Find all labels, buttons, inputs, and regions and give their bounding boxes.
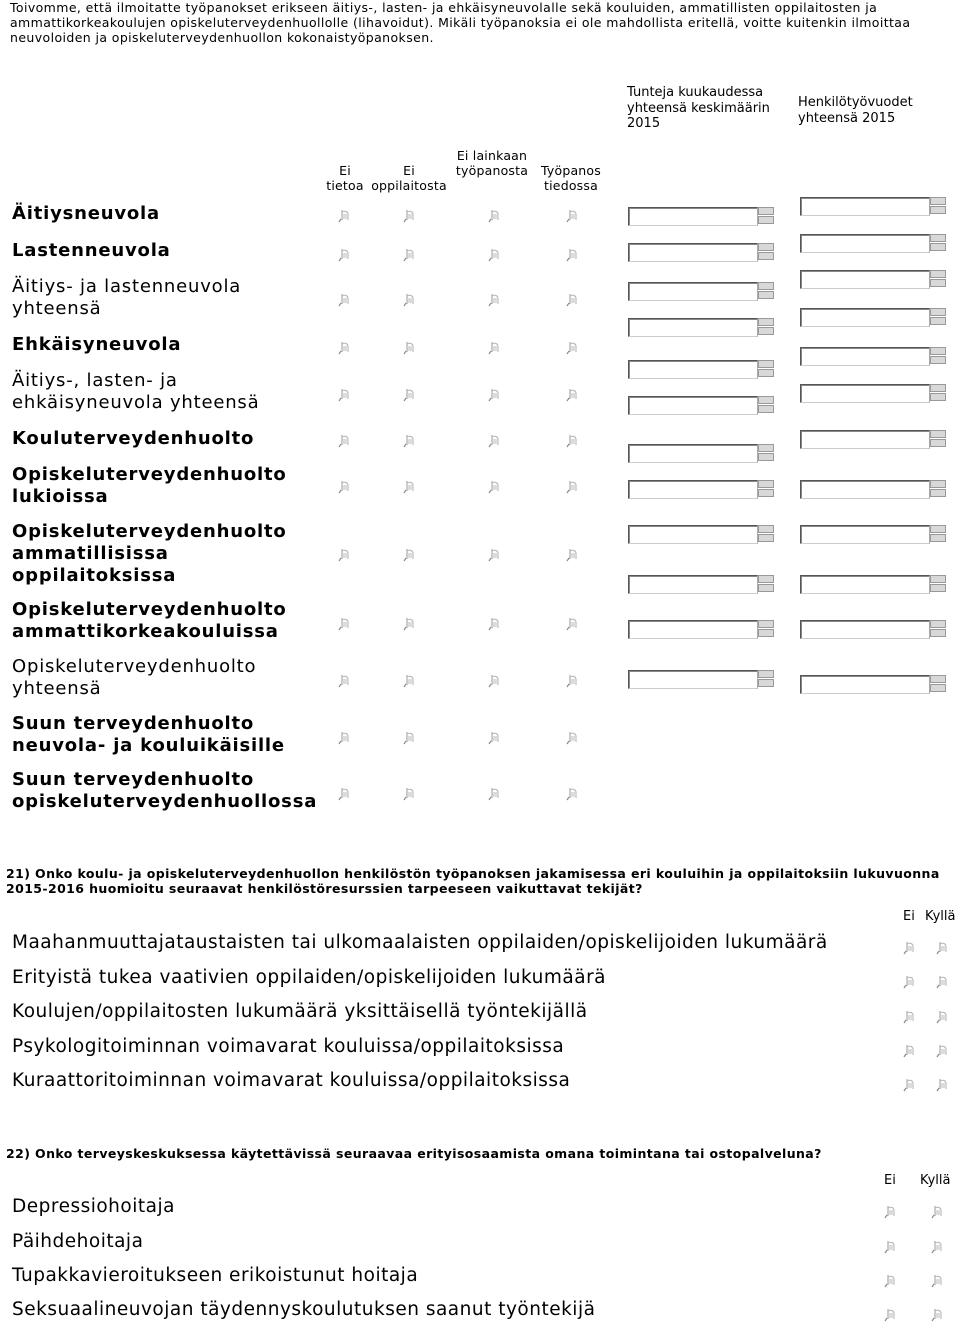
radio-button-icon	[488, 388, 501, 403]
q21-item-label: Kuraattoritoiminnan voimavarat kouluissa/oppilaitoksissa	[12, 1070, 571, 1091]
person-years-field[interactable]	[800, 525, 948, 545]
radio-button-icon	[903, 941, 916, 956]
radio-button-icon	[566, 341, 579, 356]
hours-per-month-field[interactable]	[628, 444, 776, 464]
row-0-option-3-radio[interactable]	[488, 209, 501, 224]
q21-item-1-ei-radio[interactable]	[903, 975, 916, 990]
person-years-field[interactable]	[800, 384, 948, 404]
row-3-option-3-radio[interactable]	[488, 341, 501, 356]
spinner-icon[interactable]	[930, 575, 946, 594]
radio-button-icon	[403, 617, 416, 632]
number-input[interactable]	[800, 620, 930, 639]
radio-button-icon	[936, 1078, 949, 1093]
number-input[interactable]	[628, 480, 758, 499]
row-1-option-1-radio[interactable]	[338, 248, 351, 263]
radio-button-icon	[931, 1274, 944, 1289]
row-label: Lastenneuvola	[12, 240, 171, 261]
q21-item-4-kylla-radio[interactable]	[936, 1078, 949, 1093]
spinner-icon[interactable]	[930, 430, 946, 449]
row-4-option-4-radio[interactable]	[566, 388, 579, 403]
row-5-option-4-radio[interactable]	[566, 434, 579, 449]
row-4-option-1-radio[interactable]	[338, 388, 351, 403]
number-input[interactable]	[628, 282, 758, 301]
person-years-field[interactable]	[800, 308, 948, 328]
q22-item-label: Seksuaalineuvojan täydennyskoulutuksen saanut työntekijä	[12, 1299, 596, 1320]
number-input[interactable]	[800, 197, 930, 216]
radio-button-icon	[931, 1240, 944, 1255]
q22-column-kylla: Kyllä	[920, 1173, 951, 1188]
q22-item-3-ei-radio[interactable]	[884, 1308, 897, 1323]
row-9-option-2-radio[interactable]	[403, 674, 416, 689]
q21-item-2-ei-radio[interactable]	[903, 1010, 916, 1025]
hours-per-month-field[interactable]	[628, 670, 776, 690]
hours-per-month-field[interactable]	[628, 318, 776, 338]
row-3-option-2-radio[interactable]	[403, 341, 416, 356]
radio-button-icon	[488, 341, 501, 356]
hours-per-month-field[interactable]	[628, 480, 776, 500]
radio-button-icon	[936, 975, 949, 990]
column-header-ei-oppilaitosta: Ei oppilaitosta	[371, 163, 447, 193]
spinner-icon[interactable]	[758, 243, 774, 262]
row-0-option-4-radio[interactable]	[566, 209, 579, 224]
spinner-icon[interactable]	[758, 444, 774, 463]
spinner-icon[interactable]	[758, 480, 774, 499]
q22-item-1-kylla-radio[interactable]	[931, 1240, 944, 1255]
row-2-option-3-radio[interactable]	[488, 293, 501, 308]
row-10-option-2-radio[interactable]	[403, 731, 416, 746]
radio-button-icon	[403, 787, 416, 802]
radio-button-icon	[566, 617, 579, 632]
number-input[interactable]	[800, 575, 930, 594]
row-5-option-3-radio[interactable]	[488, 434, 501, 449]
number-input[interactable]	[628, 670, 758, 689]
spinner-icon[interactable]	[758, 282, 774, 301]
q21-item-label: Koulujen/oppilaitosten lukumäärä yksittäisellä työntekijällä	[12, 1001, 588, 1022]
row-7-option-1-radio[interactable]	[338, 548, 351, 563]
radio-button-icon	[338, 617, 351, 632]
row-7-option-2-radio[interactable]	[403, 548, 416, 563]
person-years-field[interactable]	[800, 620, 948, 640]
radio-button-icon	[488, 209, 501, 224]
q22-item-3-kylla-radio[interactable]	[931, 1308, 944, 1323]
column-header-ei-lainkaan: Ei lainkaan työpanosta	[455, 148, 529, 178]
row-11-option-1-radio[interactable]	[338, 787, 351, 802]
person-years-field[interactable]	[800, 347, 948, 367]
radio-button-icon	[488, 480, 501, 495]
q21-item-label: Maahanmuuttajataustaisten tai ulkomaalaisten oppilaiden/opiskelijoiden lukumäärä	[12, 932, 828, 953]
radio-button-icon	[936, 941, 949, 956]
radio-button-icon	[403, 480, 416, 495]
hours-per-month-field[interactable]	[628, 243, 776, 263]
q22-item-2-kylla-radio[interactable]	[931, 1274, 944, 1289]
row-11-option-3-radio[interactable]	[488, 787, 501, 802]
row-11-option-4-radio[interactable]	[566, 787, 579, 802]
radio-button-icon	[566, 480, 579, 495]
radio-button-icon	[403, 293, 416, 308]
number-input[interactable]	[800, 480, 930, 499]
radio-button-icon	[488, 248, 501, 263]
row-9-option-1-radio[interactable]	[338, 674, 351, 689]
row-0-option-1-radio[interactable]	[338, 209, 351, 224]
person-years-field[interactable]	[800, 480, 948, 500]
spinner-icon[interactable]	[930, 347, 946, 366]
hours-per-month-field[interactable]	[628, 396, 776, 416]
row-6-option-3-radio[interactable]	[488, 480, 501, 495]
number-input[interactable]	[800, 234, 930, 253]
person-years-field[interactable]	[800, 197, 948, 217]
column-header-ei-tietoa: Ei tietoa	[326, 163, 364, 193]
number-input[interactable]	[800, 525, 930, 544]
radio-button-icon	[338, 480, 351, 495]
radio-button-icon	[488, 674, 501, 689]
radio-button-icon	[488, 787, 501, 802]
q21-item-3-kylla-radio[interactable]	[936, 1044, 949, 1059]
radio-button-icon	[884, 1205, 897, 1220]
row-11-option-2-radio[interactable]	[403, 787, 416, 802]
radio-button-icon	[903, 1078, 916, 1093]
row-2-option-4-radio[interactable]	[566, 293, 579, 308]
number-input[interactable]	[800, 308, 930, 327]
spinner-icon[interactable]	[930, 308, 946, 327]
q21-column-kylla: Kyllä	[925, 909, 956, 924]
spinner-icon[interactable]	[930, 197, 946, 216]
radio-button-icon	[403, 548, 416, 563]
q22-item-0-kylla-radio[interactable]	[931, 1205, 944, 1220]
row-4-option-3-radio[interactable]	[488, 388, 501, 403]
column-header-tunteja: Tunteja kuukaudessa yhteensä keskimäärin 2015	[627, 85, 770, 131]
number-input[interactable]	[628, 207, 758, 226]
radio-button-icon	[338, 787, 351, 802]
row-2-option-1-radio[interactable]	[338, 293, 351, 308]
row-3-option-4-radio[interactable]	[566, 341, 579, 356]
row-4-option-2-radio[interactable]	[403, 388, 416, 403]
spinner-icon[interactable]	[758, 360, 774, 379]
radio-button-icon	[884, 1308, 897, 1323]
radio-button-icon	[338, 434, 351, 449]
radio-button-icon	[338, 674, 351, 689]
radio-button-icon	[338, 209, 351, 224]
radio-button-icon	[884, 1274, 897, 1289]
q21-column-ei: Ei	[903, 909, 915, 924]
row-8-option-4-radio[interactable]	[566, 617, 579, 632]
radio-button-icon	[566, 248, 579, 263]
question-21-title: 21) Onko koulu- ja opiskeluterveydenhuollon henkilöstön työpanoksen jakamisessa eri kouluihin ja oppilaitoksiin lukuvuonna 2015-2016 huomioitu seuraavat henkilöstöresurssien tarpeeseen vaikuttavat tekijät?	[6, 866, 940, 896]
row-6-option-1-radio[interactable]	[338, 480, 351, 495]
spinner-icon[interactable]	[758, 318, 774, 337]
q22-item-label: Depressiohoitaja	[12, 1196, 175, 1217]
radio-button-icon	[403, 434, 416, 449]
row-label: Suun terveydenhuolto neuvola- ja kouluikäisille	[12, 713, 285, 756]
radio-button-icon	[338, 548, 351, 563]
q22-item-label: Päihdehoitaja	[12, 1231, 144, 1252]
radio-button-icon	[338, 731, 351, 746]
row-9-option-4-radio[interactable]	[566, 674, 579, 689]
radio-button-icon	[403, 248, 416, 263]
row-label: Ehkäisyneuvola	[12, 334, 182, 355]
q22-column-ei: Ei	[884, 1173, 896, 1188]
radio-button-icon	[488, 731, 501, 746]
person-years-field[interactable]	[800, 430, 948, 450]
number-input[interactable]	[800, 430, 930, 449]
intro-text: Toivomme, että ilmoitatte työpanokset erikseen äitiys-, lasten- ja ehkäisyneuvolalle sekä kouluiden, ammatillisten oppilaitosten ja ammattikorkeakoulujen opiskeluterveydenhuollolle (lihavoidut). Mikäli työpanoksia ei ole mahdollista eritellä, voitte kuitenkin ilmoittaa neuvoloiden ja opiskeluterveydenhuollon kokonaistyöpanoksen.	[10, 0, 911, 45]
radio-button-icon	[488, 434, 501, 449]
spinner-icon[interactable]	[930, 675, 946, 694]
row-5-option-2-radio[interactable]	[403, 434, 416, 449]
spinner-icon[interactable]	[930, 234, 946, 253]
row-7-option-4-radio[interactable]	[566, 548, 579, 563]
row-6-option-4-radio[interactable]	[566, 480, 579, 495]
q21-item-2-kylla-radio[interactable]	[936, 1010, 949, 1025]
hours-per-month-field[interactable]	[628, 282, 776, 302]
row-6-option-2-radio[interactable]	[403, 480, 416, 495]
number-input[interactable]	[628, 243, 758, 262]
number-input[interactable]	[628, 396, 758, 415]
row-label: Äitiys-, lasten- ja ehkäisyneuvola yhteensä	[12, 370, 260, 413]
radio-button-icon	[936, 1044, 949, 1059]
hours-per-month-field[interactable]	[628, 525, 776, 545]
radio-button-icon	[403, 388, 416, 403]
radio-button-icon	[884, 1240, 897, 1255]
radio-button-icon	[338, 293, 351, 308]
q22-item-1-ei-radio[interactable]	[884, 1240, 897, 1255]
radio-button-icon	[566, 434, 579, 449]
q22-item-label: Tupakkavieroitukseen erikoistunut hoitaja	[12, 1265, 419, 1286]
spinner-icon[interactable]	[930, 480, 946, 499]
hours-per-month-field[interactable]	[628, 207, 776, 227]
row-label: Suun terveydenhuolto opiskeluterveydenhuollossa	[12, 769, 318, 812]
row-label: Äitiysneuvola	[12, 203, 160, 224]
number-input[interactable]	[800, 675, 930, 694]
radio-button-icon	[488, 548, 501, 563]
radio-button-icon	[566, 209, 579, 224]
spinner-icon[interactable]	[758, 620, 774, 639]
row-label: Opiskeluterveydenhuolto ammatillisissa oppilaitoksissa	[12, 521, 287, 586]
radio-button-icon	[403, 731, 416, 746]
radio-button-icon	[566, 731, 579, 746]
number-input[interactable]	[628, 575, 758, 594]
row-label: Opiskeluterveydenhuolto lukioissa	[12, 464, 287, 507]
column-header-tyopanos-tiedossa: Työpanos tiedossa	[540, 163, 601, 193]
person-years-field[interactable]	[800, 575, 948, 595]
row-10-option-3-radio[interactable]	[488, 731, 501, 746]
row-5-option-1-radio[interactable]	[338, 434, 351, 449]
radio-button-icon	[403, 341, 416, 356]
row-label: Opiskeluterveydenhuolto ammattikorkeakouluissa	[12, 599, 287, 642]
row-1-option-4-radio[interactable]	[566, 248, 579, 263]
spinner-icon[interactable]	[930, 620, 946, 639]
number-input[interactable]	[800, 347, 930, 366]
spinner-icon[interactable]	[758, 525, 774, 544]
radio-button-icon	[931, 1308, 944, 1323]
row-label: Opiskeluterveydenhuolto yhteensä	[12, 656, 257, 699]
person-years-field[interactable]	[800, 675, 948, 695]
number-input[interactable]	[800, 270, 930, 289]
q21-item-label: Psykologitoiminnan voimavarat kouluissa/oppilaitoksissa	[12, 1036, 565, 1057]
radio-button-icon	[566, 388, 579, 403]
question-22-title: 22) Onko terveyskeskuksessa käytettävissä seuraavaa erityisosaamista omana toimintana tai ostopalveluna?	[6, 1146, 822, 1161]
spinner-icon[interactable]	[930, 270, 946, 289]
q21-item-0-kylla-radio[interactable]	[936, 941, 949, 956]
row-8-option-3-radio[interactable]	[488, 617, 501, 632]
row-8-option-2-radio[interactable]	[403, 617, 416, 632]
radio-button-icon	[488, 617, 501, 632]
radio-button-icon	[403, 209, 416, 224]
number-input[interactable]	[628, 620, 758, 639]
person-years-field[interactable]	[800, 270, 948, 290]
row-10-option-1-radio[interactable]	[338, 731, 351, 746]
row-label: Äitiys- ja lastenneuvola yhteensä	[12, 276, 242, 319]
radio-button-icon	[903, 975, 916, 990]
spinner-icon[interactable]	[758, 396, 774, 415]
spinner-icon[interactable]	[758, 207, 774, 226]
row-3-option-1-radio[interactable]	[338, 341, 351, 356]
hours-per-month-field[interactable]	[628, 360, 776, 380]
radio-button-icon	[903, 1010, 916, 1025]
column-header-henkilotyovuodet: Henkilötyövuodet yhteensä 2015	[798, 95, 913, 126]
person-years-field[interactable]	[800, 234, 948, 254]
number-input[interactable]	[628, 525, 758, 544]
q22-item-2-ei-radio[interactable]	[884, 1274, 897, 1289]
row-9-option-3-radio[interactable]	[488, 674, 501, 689]
number-input[interactable]	[628, 444, 758, 463]
radio-button-icon	[566, 548, 579, 563]
spinner-icon[interactable]	[758, 575, 774, 594]
radio-button-icon	[488, 293, 501, 308]
number-input[interactable]	[628, 360, 758, 379]
radio-button-icon	[338, 388, 351, 403]
q21-item-0-ei-radio[interactable]	[903, 941, 916, 956]
radio-button-icon	[931, 1205, 944, 1220]
row-0-option-2-radio[interactable]	[403, 209, 416, 224]
row-2-option-2-radio[interactable]	[403, 293, 416, 308]
radio-button-icon	[903, 1044, 916, 1059]
number-input[interactable]	[800, 384, 930, 403]
radio-button-icon	[566, 674, 579, 689]
hours-per-month-field[interactable]	[628, 620, 776, 640]
radio-button-icon	[338, 341, 351, 356]
row-label: Kouluterveydenhuolto	[12, 428, 255, 449]
radio-button-icon	[338, 248, 351, 263]
row-10-option-4-radio[interactable]	[566, 731, 579, 746]
row-7-option-3-radio[interactable]	[488, 548, 501, 563]
radio-button-icon	[566, 293, 579, 308]
q21-item-3-ei-radio[interactable]	[903, 1044, 916, 1059]
spinner-icon[interactable]	[930, 384, 946, 403]
radio-button-icon	[403, 674, 416, 689]
row-1-option-2-radio[interactable]	[403, 248, 416, 263]
q21-item-4-ei-radio[interactable]	[903, 1078, 916, 1093]
spinner-icon[interactable]	[758, 670, 774, 689]
q21-item-1-kylla-radio[interactable]	[936, 975, 949, 990]
radio-button-icon	[566, 787, 579, 802]
row-1-option-3-radio[interactable]	[488, 248, 501, 263]
q22-item-0-ei-radio[interactable]	[884, 1205, 897, 1220]
row-8-option-1-radio[interactable]	[338, 617, 351, 632]
spinner-icon[interactable]	[930, 525, 946, 544]
number-input[interactable]	[628, 318, 758, 337]
radio-button-icon	[936, 1010, 949, 1025]
q21-item-label: Erityistä tukea vaativien oppilaiden/opiskelijoiden lukumäärä	[12, 967, 607, 988]
hours-per-month-field[interactable]	[628, 575, 776, 595]
